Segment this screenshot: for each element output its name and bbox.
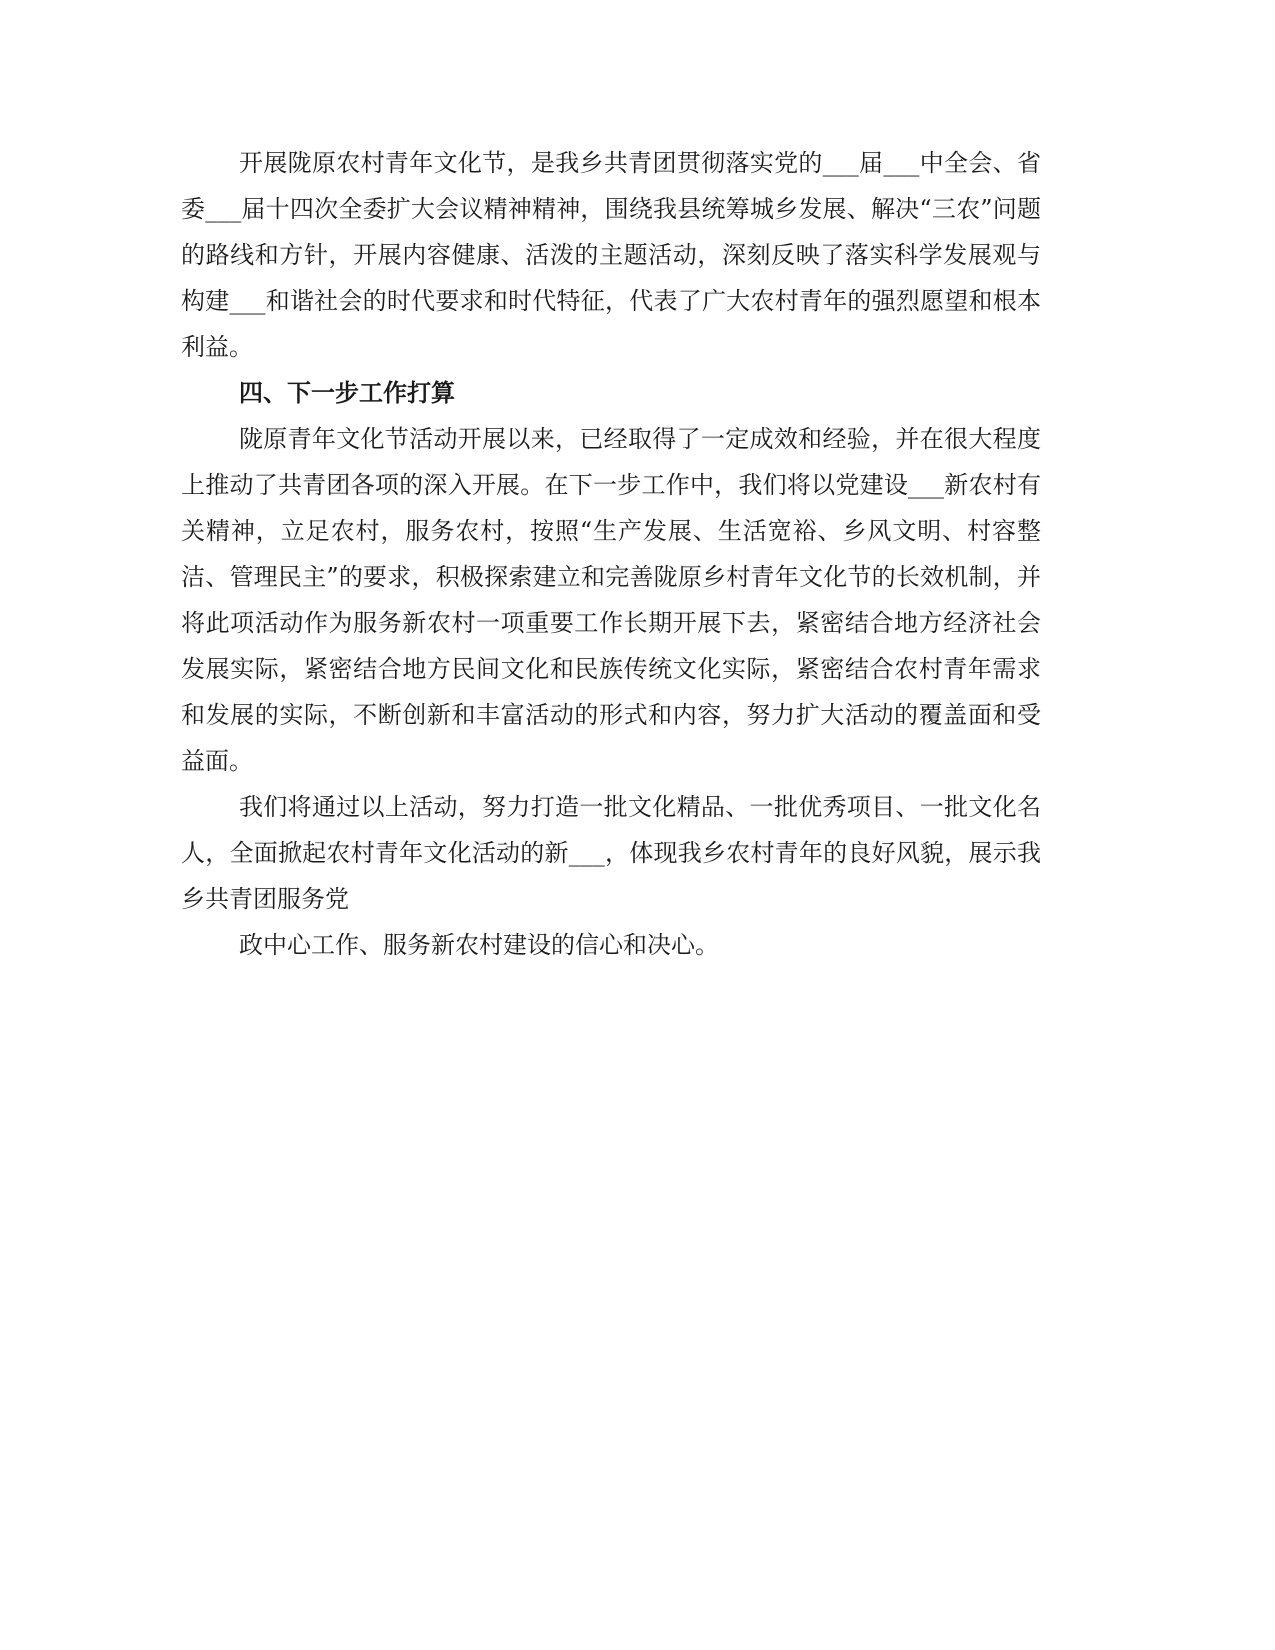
paragraph-festival-significance: 开展陇原农村青年文化节，是我乡共青团贯彻落实党的___届___中全会、省委___届十四次全委扩大会议精神精神，围绕我县统筹城乡发展、解决“三农”问题的路线和方针，开展内容健康、活泼的主题活动，深刻反映了落实科学发展观与构建___和谐社会的时代要求和时代特征，代表了广大农村青年的强烈愿望和根本利益。 xyxy=(181,149,1041,361)
paragraph-goals: 我们将通过以上活动，努力打造一批文化精品、一批优秀项目、一批文化名人，全面掀起农村青年文化活动的新___，体现我乡农村青年的良好风貌，展示我乡共青团服务党 xyxy=(181,793,1041,913)
document-body xyxy=(181,140,1041,968)
paragraph-next-steps: 陇原青年文化节活动开展以来，已经取得了一定成效和经验，并在很大程度上推动了共青团各项的深入开展。在下一步工作中，我们将以党建设___新农村有关精神，立足农村，服务农村，按照“生产发展、生活宽裕、乡风文明、村容整洁、管理民主”的要求，积极探索建立和完善陇原乡村青年文化节的长效机制，并将此项活动作为服务新农村一项重要工作长期开展下去，紧密结合地方经济社会发展实际，紧密结合地方民间文化和民族传统文化实际，紧密结合农村青年需求和发展的实际，不断创新和丰富活动的形式和内容，努力扩大活动的覆盖面和受益面。 xyxy=(181,425,1041,775)
paragraph-closing: 政中心工作、服务新农村建设的信心和决心。 xyxy=(239,931,719,959)
section-heading-next-steps: 四、下一步工作打算 xyxy=(239,379,455,407)
